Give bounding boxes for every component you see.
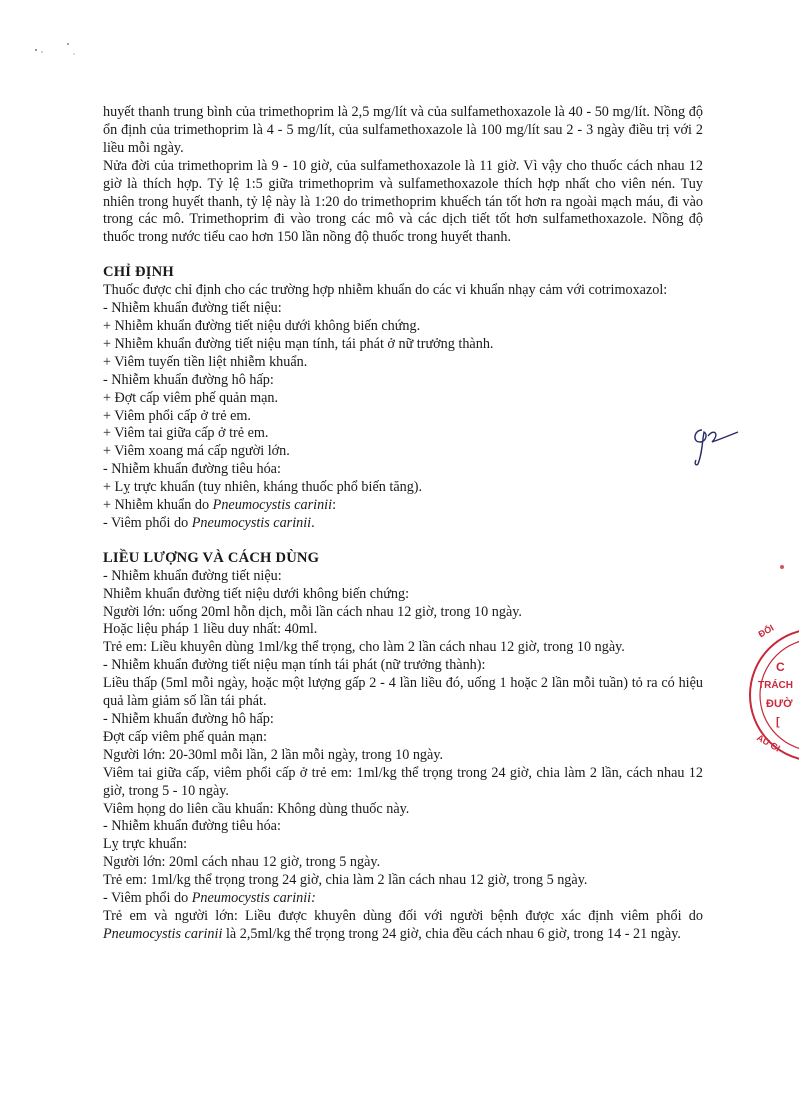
indication-line: + Viêm phổi cấp ở trẻ em. [103, 407, 251, 424]
dosage-pneumocystis-dose: Trẻ em và người lớn: Liều được khuyên dùng đối với người bệnh được xác định viêm phổi do Pneumocystis carinii là 2,5ml/kg thể trọng trong 24 giờ, chia đều cách nhau 6 giờ, trong 14 - 21 ngày. [103, 907, 703, 942]
intro-paragraph-2: Nửa đời của trimethoprim là 9 - 10 giờ, của sulfamethoxazole là 11 giờ. Vì vậy cho thuốc cách nhau 12 giờ là thích hợp. Tỷ lệ 1:5 giữa trimethoprim và sulfamethoxazole thích hợp nhất cho viên nén. Tuy nhiên trong huyết thanh, tỷ lệ này là 1:20 do trimethoprim khuếch tán tốt hơn ra ngoài mạch máu, đi vào trong các mô. Trimethoprim đi vào trong các mô và các dịch tiết tốt hơn sulfamethoxazole. Nồng độ thuốc trong nước tiểu cao hơn 150 lần nồng độ thuốc trong huyết thanh. [103, 157, 703, 246]
dosage-line: Nhiễm khuẩn đường tiết niệu dưới không biến chứng: [103, 585, 410, 602]
dosage-low-dose: Liều thấp (5ml mỗi ngày, hoặc một lượng gấp 2 - 4 lần liều đó, uống 1 hoặc 2 lần mỗi tuần) tỏ ra có hiệu quả làm giảm số lần tái phát. [103, 675, 703, 710]
red-stamp: ĐỐI C TRÁCH ĐƯỜ [ AU GI [744, 620, 799, 770]
indication-line: - Nhiễm khuẩn đường hô hấp: [103, 371, 274, 388]
indications-heading: CHỈ ĐỊNH [103, 264, 174, 281]
indication-line-pneumocystis: + Nhiễm khuẩn do Pneumocystis carinii: [103, 497, 337, 514]
handwritten-signature [688, 420, 748, 470]
indication-line: - Nhiễm khuẩn đường tiết niệu: [103, 300, 282, 317]
dosage-otitis: Viêm tai giữa cấp, viêm phổi cấp ở trẻ em: 1ml/kg thể trọng trong 24 giờ, chia làm 2 lần, cách nhau 12 giờ, trong 5 - 10 ngày. [103, 764, 703, 799]
indication-line-pneumonia: - Viêm phổi do Pneumocystis carinii. [103, 514, 315, 531]
intro-paragraph-1: huyết thanh trung bình của trimethoprim là 2,5 mg/lít và của sulfamethoxazole là 40 - 50 mg/lít. Nồng độ ổn định của trimethoprim là 4 - 5 mg/lít, của sulfamethoxazole là 100 mg/lít sau 2 - 3 ngày điều trị với 2 liều mỗi ngày. [103, 104, 703, 156]
indication-line: + Viêm tuyến tiền liệt nhiễm khuẩn. [103, 353, 308, 370]
dosage-line: Người lớn: uống 20ml hỗn dịch, mỗi lần cách nhau 12 giờ, trong 10 ngày. [103, 603, 522, 620]
ink-speck [780, 565, 784, 569]
indication-line: + Viêm xoang má cấp người lớn. [103, 443, 290, 460]
scan-specks [28, 40, 88, 60]
indication-line: + Đợt cấp viêm phế quản mạn. [103, 389, 279, 406]
dosage-line: Người lớn: 20ml cách nhau 12 giờ, trong 5 ngày. [103, 854, 381, 871]
dosage-line: Trẻ em: 1ml/kg thể trọng trong 24 giờ, chia làm 2 lần cách nhau 12 giờ, trong 5 ngày. [103, 872, 588, 889]
indication-line: + Viêm tai giữa cấp ở trẻ em. [103, 425, 269, 442]
dosage-section [103, 550, 703, 944]
dosage-line: Lỵ trực khuẩn: [103, 836, 188, 853]
indications-intro: Thuốc được chỉ định cho các trường hợp nhiễm khuẩn do các vi khuẩn nhạy cảm với cotrimoxazol: [103, 282, 668, 299]
indication-line: - Nhiễm khuẩn đường tiêu hóa: [103, 461, 281, 478]
dosage-heading: LIỀU LƯỢNG VÀ CÁCH DÙNG [103, 549, 320, 566]
dosage-pneumocystis-heading: - Viêm phổi do Pneumocystis carinii: [103, 890, 316, 907]
indication-line: + Nhiễm khuẩn đường tiết niệu dưới không biến chứng. [103, 317, 421, 334]
document-body [103, 104, 703, 944]
dosage-line: Viêm họng do liên cầu khuẩn: Không dùng thuốc này. [103, 800, 410, 817]
indication-line: + Lỵ trực khuẩn (tuy nhiên, kháng thuốc phổ biến tăng). [103, 479, 423, 496]
dosage-line: - Nhiễm khuẩn đường tiết niệu: [103, 567, 282, 584]
dosage-line: - Nhiễm khuẩn đường tiết niệu mạn tính tái phát (nữ trưởng thành): [103, 657, 486, 674]
indication-line: + Nhiễm khuẩn đường tiết niệu mạn tính, tái phát ở nữ trưởng thành. [103, 335, 494, 352]
dosage-line: - Nhiễm khuẩn đường tiêu hóa: [103, 818, 281, 835]
dosage-line: Hoặc liệu pháp 1 liều duy nhất: 40ml. [103, 621, 318, 638]
dosage-line: Người lớn: 20-30ml mỗi lần, 2 lần mỗi ngày, trong 10 ngày. [103, 746, 444, 763]
dosage-line: - Nhiễm khuẩn đường hô hấp: [103, 711, 274, 727]
dosage-line: Đợt cấp viêm phế quản mạn: [103, 728, 267, 745]
indications-section [103, 264, 703, 533]
dosage-line: Trẻ em: Liều khuyên dùng 1ml/kg thể trọng, cho làm 2 lần cách nhau 12 giờ, trong 10 ngày. [103, 639, 625, 656]
